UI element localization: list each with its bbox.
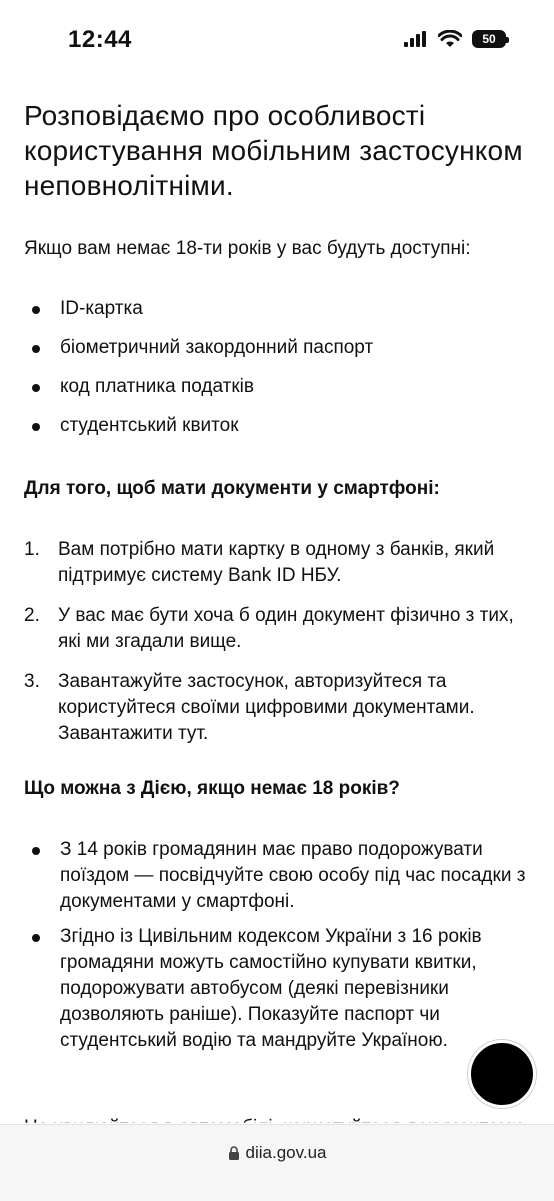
step-text: Завантажуйте застосунок, авторизуйтеся та користуйтеся своїми цифровими документами. Завантажити тут.	[58, 671, 475, 744]
rights-list	[24, 837, 536, 1063]
intro-text: Якщо вам немає 18-ти років у вас будуть доступні:	[24, 238, 471, 259]
what-heading: Що можна з Дією, якщо немає 18 років?	[24, 778, 400, 799]
steps-list	[24, 537, 536, 761]
step-item	[24, 669, 536, 747]
article	[24, 98, 536, 1051]
battery-level: 50	[482, 32, 496, 46]
step-number: 1.	[24, 539, 40, 560]
url-text: diia.gov.ua	[245, 1143, 327, 1162]
lock-icon	[228, 1146, 240, 1161]
article-title: Розповідаємо про особливості користування мобільним застосунком неповнолітніми.	[24, 100, 523, 201]
list-item: Згідно із Цивільним кодексом України з 16 років громадяни можуть самостійно купувати квитки, подорожувати автобусом (деякі перевізники дозволяють раніше). Показуйте паспорт чи студентський водію та мандруйте Україною.	[24, 924, 536, 1054]
list-item: код платника податків	[24, 374, 373, 400]
list-item: студентський квиток	[24, 413, 373, 439]
step-text: У вас має бути хоча б один документ фізично з тих, які ми згадали вище.	[58, 605, 514, 652]
status-bar	[0, 0, 554, 84]
step-number: 2.	[24, 605, 40, 626]
wifi-icon	[438, 30, 462, 48]
documents-list	[24, 296, 373, 452]
list-item: ID-картка	[24, 296, 373, 322]
status-time: 12:44	[68, 26, 132, 53]
list-item: З 14 років громадянин має право подорожувати поїздом — посвідчуйте свою особу під час посадки з документами у смартфоні.	[24, 837, 536, 915]
address-bar[interactable]	[0, 1143, 554, 1163]
step-item	[24, 603, 536, 655]
signal-icon	[404, 31, 428, 47]
step-number: 3.	[24, 671, 40, 692]
battery-icon	[472, 30, 506, 48]
how-heading: Для того, щоб мати документи у смартфоні:	[24, 478, 440, 499]
browser-bottom-bar[interactable]	[0, 1124, 554, 1201]
step-item	[24, 537, 536, 589]
step-text: Вам потрібно мати картку в одному з банків, який підтримує систему Bank ID НБУ.	[58, 539, 495, 586]
floating-action-button[interactable]	[468, 1040, 536, 1108]
list-item: біометричний закордонний паспорт	[24, 335, 373, 361]
status-icons	[404, 30, 506, 48]
